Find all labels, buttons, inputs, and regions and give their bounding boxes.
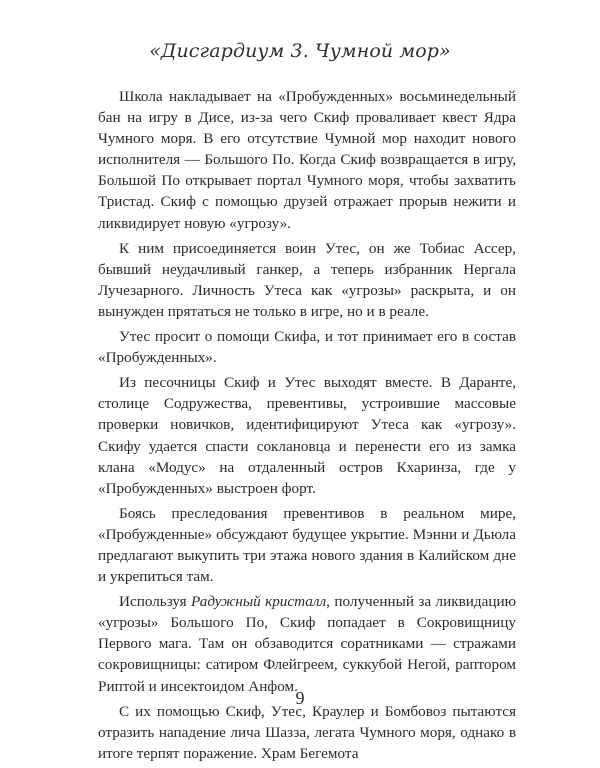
paragraph: Утес просит о помощи Скифа, и тот принимает его в состав «Пробужденных».	[98, 328, 516, 367]
page-title: «Дисгардиум 3. Чумной мор»	[149, 40, 451, 62]
paragraph: Школа накладывает на «Пробужденных» восьминедельный бан на игру в Дисе, из-за чего Скиф проваливает квест Ядра Чумного моря. В его отсутствие Чумной мор находит нового исполнителя — Большого По. Когда Скиф возвращается в игру, Большой По открывает портал Чумного моря, чтобы захватить Тристад. Скиф с помощью друзей отражает прорыв нежити и ликвидирует новую «угрозу».	[98, 88, 516, 232]
paragraph	[98, 591, 516, 696]
paragraph: К ним присоединяется воин Утес, он же Тобиас Ассер, бывший неудачливый ганкер, а теперь избранник Нергала Лучезарного. Личность Утеса как «угрозы» раскрыта, и он вынужден прятаться не только в игре, но и в реале.	[98, 239, 516, 320]
paragraph-text: , полученный за ликвидацию «угрозы» Большого По, Скиф попадает в Сокровищницу Первого мага. Там он обзаводится соратниками — стражами сокровищницы: сатиром Флейгреем, суккубой Негой, раптором Риптой и инсектоидом Анфом.	[98, 593, 517, 695]
page-number: 9	[295, 688, 305, 708]
paragraph: Боясь преследования превентивов в реальном мире, «Пробужденные» обсуждают будущее укрытие. Мэнни и Дьюла предлагают выкупить три этажа нового здания в Калийском дне и укрепиться там.	[98, 504, 516, 586]
paragraph-text: Используя	[119, 593, 192, 611]
paragraph: С их помощью Скиф, Утес, Краулер и Бомбовоз пытаются отразить нападение лича Шазза, легата Чумного моря, однако в итоге терпят поражение. Храм Бегемота	[98, 702, 516, 762]
italic-item-name: Радужный кристалл	[191, 593, 327, 611]
body-text	[98, 86, 516, 768]
paragraph: Из песочницы Скиф и Утес выходят вместе. В Даранте, столице Содружества, превентивы, устроившие массовые проверки новичков, идентифицируют Утеса как «угрозу». Скифу удается спасти сокланoвца и перенести его из замка клана «Модус» на отдаленный остров Кхаринза, где у «Пробужденных» выстроен форт.	[98, 374, 516, 497]
